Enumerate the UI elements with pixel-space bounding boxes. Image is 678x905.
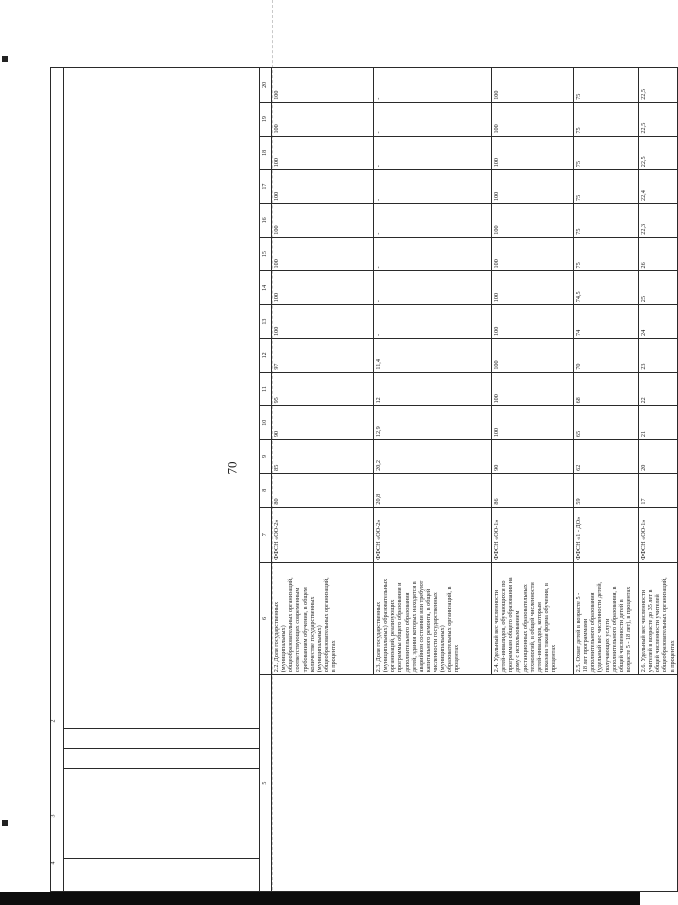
indicator-value: 11,4 (374, 338, 492, 372)
indicator-value: 97 (272, 338, 374, 372)
indicator-value: - (374, 136, 492, 170)
indicator-value: 100 (492, 170, 574, 204)
indicator-value: 22,5 (639, 68, 678, 103)
page-number: 70 (224, 461, 240, 475)
indicator-value: 22,5 (639, 102, 678, 136)
indicator-value: 86 (492, 473, 574, 507)
col-number: 19 (260, 102, 272, 136)
indicator-value: - (374, 170, 492, 204)
col-number: 20 (260, 68, 272, 103)
left-row-line (63, 748, 260, 749)
indicator-value: 100 (492, 271, 574, 305)
indicator-value: 100 (492, 136, 574, 170)
indicator-value: - (374, 237, 492, 271)
col-number: 18 (260, 136, 272, 170)
left-header-number: 2 (50, 719, 57, 723)
indicator-value: 100 (272, 136, 374, 170)
indicator-value: 90 (272, 406, 374, 440)
indicator-source: ФФСН «1 - ДО» (574, 507, 639, 562)
indicator-value: 100 (272, 204, 374, 238)
indicator-value: 59 (574, 473, 639, 507)
left-header-columns (50, 67, 259, 892)
indicator-value: 12,9 (374, 406, 492, 440)
indicator-value: 100 (492, 68, 574, 103)
left-header-number: 4 (50, 861, 57, 865)
indicator-value: 100 (272, 170, 374, 204)
indicator-value: 100 (272, 305, 374, 339)
indicator-value: 12 (374, 372, 492, 406)
indicator-value: 100 (492, 305, 574, 339)
col-number: 9 (260, 440, 272, 474)
indicator-source: ФФСН «ОО-2» (272, 507, 374, 562)
indicator-value: 100 (272, 237, 374, 271)
col-number: 17 (260, 170, 272, 204)
col-number: 11 (260, 372, 272, 406)
indicator-value: 65 (574, 406, 639, 440)
indicator-value: 24 (639, 305, 678, 339)
indicator-source: ФФСН «ОО-1» (492, 507, 574, 562)
indicator-description: 2.2. Доля государственных (муниципальных) общеобразовательных организаций, соответствующих современным требованиям обучения, в общем количестве государственных (муниципальных) общеобразовательных организаций, в процентах (272, 562, 374, 674)
indicator-value: 23 (639, 338, 678, 372)
indicator-value: 22,3 (639, 204, 678, 238)
indicator-value: 74,5 (574, 271, 639, 305)
col-number: 10 (260, 406, 272, 440)
column-number-row (260, 68, 272, 892)
indicator-description: 2.3. Доля государственных (муниципальных) образовательных организаций, реализующих программы общего образования и дополнительного образования детей, здания которых находятся в аварийном состоянии или требуют капитального ремонта, в общей численности государственных (муниципальных) образовательных организаций, в процентах (374, 562, 492, 674)
corner-mark (2, 820, 8, 826)
col-number: 5 (260, 675, 272, 892)
indicator-value: 68 (574, 372, 639, 406)
indicator-description: 2.6. Удельный вес численности учителей в возрасте до 35 лет в общей численности учителей общеобразовательных организаций, в процентах (639, 562, 678, 674)
indicators-table (259, 67, 678, 892)
indicator-value: 22 (639, 372, 678, 406)
indicator-value: 75 (574, 237, 639, 271)
indicator-value: - (374, 68, 492, 103)
indicator-value: 90 (492, 440, 574, 474)
indicator-value: 95 (272, 372, 374, 406)
table-row (272, 68, 374, 892)
indicator-value: 74 (574, 305, 639, 339)
indicator-value: 100 (272, 102, 374, 136)
corner-mark (2, 56, 8, 62)
indicator-value: 100 (492, 237, 574, 271)
col-number: 7 (260, 507, 272, 562)
indicator-value: 70 (574, 338, 639, 372)
scan-edge-band (0, 892, 640, 905)
left-row-line (63, 858, 260, 859)
indicator-value: 100 (492, 406, 574, 440)
indicator-value: 62 (574, 440, 639, 474)
indicator-value: 17 (639, 473, 678, 507)
indicator-value: 100 (272, 68, 374, 103)
indicator-value: 75 (574, 204, 639, 238)
col-number: 13 (260, 305, 272, 339)
indicator-value: 100 (492, 338, 574, 372)
indicator-value: 100 (272, 271, 374, 305)
indicator-value: 22,5 (639, 136, 678, 170)
indicator-value: - (374, 204, 492, 238)
indicator-source: ФФСН «ОО-1» (639, 507, 678, 562)
indicator-value: 20 (639, 440, 678, 474)
indicator-value: - (374, 305, 492, 339)
col-number: 8 (260, 473, 272, 507)
col-number: 12 (260, 338, 272, 372)
indicator-description: 2.4. Удельный вес численности детей-инвалидов, обучающихся по программам общего образования на дому с использованием дистанционных образовательных технологий, в общей численности детей-инвалидов, которым показана такая форма обучения, в процентах (492, 562, 574, 674)
col-number: 14 (260, 271, 272, 305)
row-group-cell (272, 675, 678, 892)
indicator-value: 20,2 (374, 440, 492, 474)
indicator-value: 75 (574, 136, 639, 170)
rotated-table-container (259, 67, 676, 892)
col-number: 6 (260, 562, 272, 674)
indicator-value: 85 (272, 440, 374, 474)
left-header-number: 3 (50, 814, 57, 818)
col-number: 16 (260, 204, 272, 238)
indicator-value: 20,8 (374, 473, 492, 507)
indicator-value: 75 (574, 170, 639, 204)
indicator-value: 100 (492, 102, 574, 136)
col-number: 15 (260, 237, 272, 271)
indicator-value: 100 (492, 204, 574, 238)
indicator-value: - (374, 271, 492, 305)
left-row-line (63, 728, 260, 729)
indicator-value: 75 (574, 68, 639, 103)
indicator-value: 22,4 (639, 170, 678, 204)
indicator-value: - (374, 102, 492, 136)
indicator-value: 21 (639, 406, 678, 440)
indicator-source: ФФСН «ОО-2» (374, 507, 492, 562)
indicator-value: 100 (492, 372, 574, 406)
indicator-value: 75 (574, 102, 639, 136)
indicator-value: 26 (639, 237, 678, 271)
indicator-value: 80 (272, 473, 374, 507)
left-row-line (63, 768, 260, 769)
indicator-value: 25 (639, 271, 678, 305)
indicator-description: 2.5. Охват детей в возрасте 5 - 18 лет программами дополнительного образования (удельный вес численности детей, получающих услуги дополнительного образования, в общей численности детей в возрасте 5 - 18 лет), в процентах (574, 562, 639, 674)
